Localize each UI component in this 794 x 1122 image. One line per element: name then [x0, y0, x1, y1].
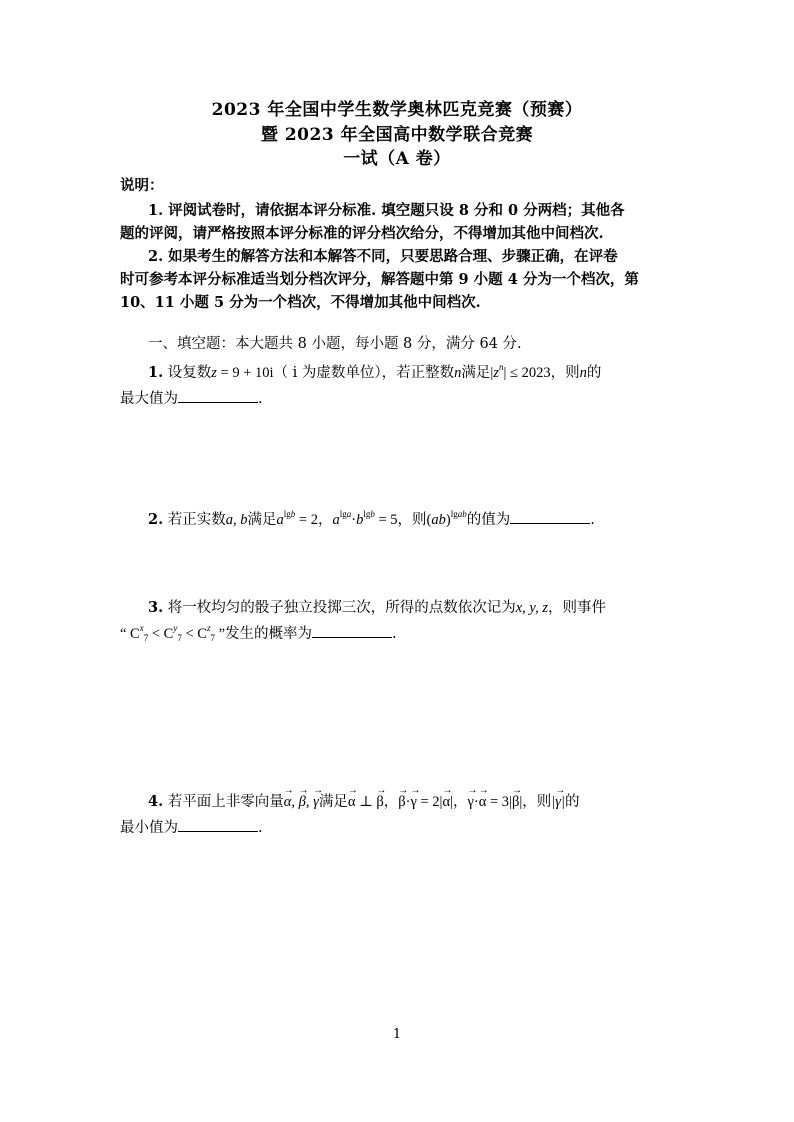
question-4-text-c: ，则: [522, 794, 552, 810]
question-1-text-c: 满足: [461, 365, 491, 381]
question-3-formula: “ $C^x_7 < C^y_7 < C^z_7$ ”: [120, 623, 226, 643]
question-2-text-b: 满足: [247, 512, 277, 528]
question-2-formula-1: $a^{lgb} = 2$，$a^{lga}\cdot b^{lgb} = 5$: [276, 509, 398, 528]
question-2-answer-blank[interactable]: [510, 509, 590, 524]
question-1-number: 1.: [148, 364, 164, 381]
question-4-text-d: 的: [564, 794, 580, 810]
question-1-line-2: [120, 388, 680, 410]
question-2-period: .: [590, 512, 595, 528]
question-4-text-b: 满足: [318, 794, 348, 810]
question-3-answer-blank[interactable]: [312, 623, 392, 638]
question-1-text-b: （ i 为虚数单位），若正整数: [273, 365, 455, 381]
title-line-3: 一试（A 卷）: [343, 149, 451, 169]
question-1-text-e: 的: [586, 365, 602, 381]
question-1-text-d: ，则: [550, 365, 580, 381]
question-1-period: .: [258, 391, 263, 407]
question-3-text-c: 发生的概率为: [225, 626, 313, 642]
instruction-1-line-1: 1. 评阅试卷时，请依据本评分标准. 填空题只设 8 分和 0 分两档；其他各: [148, 202, 625, 219]
question-1-text-line2: 最大值为: [120, 391, 178, 407]
question-4-period: .: [258, 820, 263, 836]
instruction-2-line-1: 2. 如果考生的解答方法和本解答不同，只要思路合理、步骤正确，在评卷: [148, 248, 618, 265]
question-1-line-1: 1. 设复数z = 9 + 10i（ i 为虚数单位），若正整数n满足$|z^n| \le 2023$，则n的: [148, 362, 602, 381]
question-4-vectors: → α, → β, → γ: [284, 794, 319, 810]
question-3-text-b: ，则事件: [547, 600, 606, 616]
section-1-heading: 一、填空题：本大题共 8 小题，每小题 8 分，满分 64 分.: [148, 336, 522, 352]
question-3-line-2: [120, 623, 680, 645]
instruction-2-line-3: 10、11 小题 5 分为一个档次，不得增加其他中间档次.: [120, 294, 481, 311]
question-1-formula-ineq: $|z^n| \le 2023$: [490, 362, 551, 381]
question-1-text-a: 设复数: [167, 365, 212, 381]
question-2-line: 2. 若正实数a, b满足$a^{lgb} = 2$，$a^{lga}\cdot b^{lgb} = 5$，则(ab)$^{lgab}$的值为 .: [148, 509, 595, 528]
question-3-number: 3.: [148, 599, 164, 616]
title-line-2: 暨 2023 年全国高中数学联合竞赛: [260, 125, 534, 145]
question-2-formula-2: (ab)$^{lgab}$: [426, 509, 467, 528]
question-3-text-a: 将一枚均匀的骰子独立投掷三次，所得的点数依次记为: [167, 600, 516, 616]
question-4-text-line2: 最小值为: [120, 820, 178, 836]
instructions-heading: 说明：: [120, 177, 164, 194]
title-line-1: 2023 年全国中学生数学奥林匹克竞赛（预赛）: [211, 100, 583, 120]
instruction-2-line-2: 时可参考本评分标准适当划分档次评分，解答题中第 9 小题 4 分为一个档次，第: [120, 271, 639, 288]
question-4-line-1: 4. 若平面上非零向量→ α, → β, → γ满足→ α ⊥ → β，→ β·→ γ = 2|→ α|，→ γ·→ α = 3|→ β|，则|→ γ|的: [148, 791, 680, 813]
question-3-line-1: 3. 将一枚均匀的骰子独立投掷三次，所得的点数依次记为x, y, z，则事件: [148, 599, 606, 616]
question-2-text-a: 若正实数: [167, 512, 226, 528]
instruction-1-line-2: 题的评阅，请严格按照本评分标准的评分档次给分，不得增加其他中间档次.: [120, 225, 604, 242]
question-4-number: 4.: [148, 793, 164, 810]
page-number: 1: [392, 1027, 402, 1042]
question-1-formula-z: z: [211, 365, 217, 381]
question-4-line-2: [120, 817, 680, 839]
question-2-text-d: 的值为: [466, 512, 511, 528]
question-4-text-a: 若平面上非零向量: [167, 794, 284, 810]
question-2-text-c: ，则: [397, 512, 427, 528]
question-2-number: 2.: [148, 511, 164, 528]
question-4-conditions: → α ⊥ → β，→ β·→ γ = 2|→ α|，→ γ·→ α = 3|→ β|: [348, 794, 522, 810]
question-1-answer-blank[interactable]: [178, 388, 258, 403]
question-3-period: .: [392, 626, 397, 642]
question-4-answer-blank[interactable]: [178, 817, 258, 832]
